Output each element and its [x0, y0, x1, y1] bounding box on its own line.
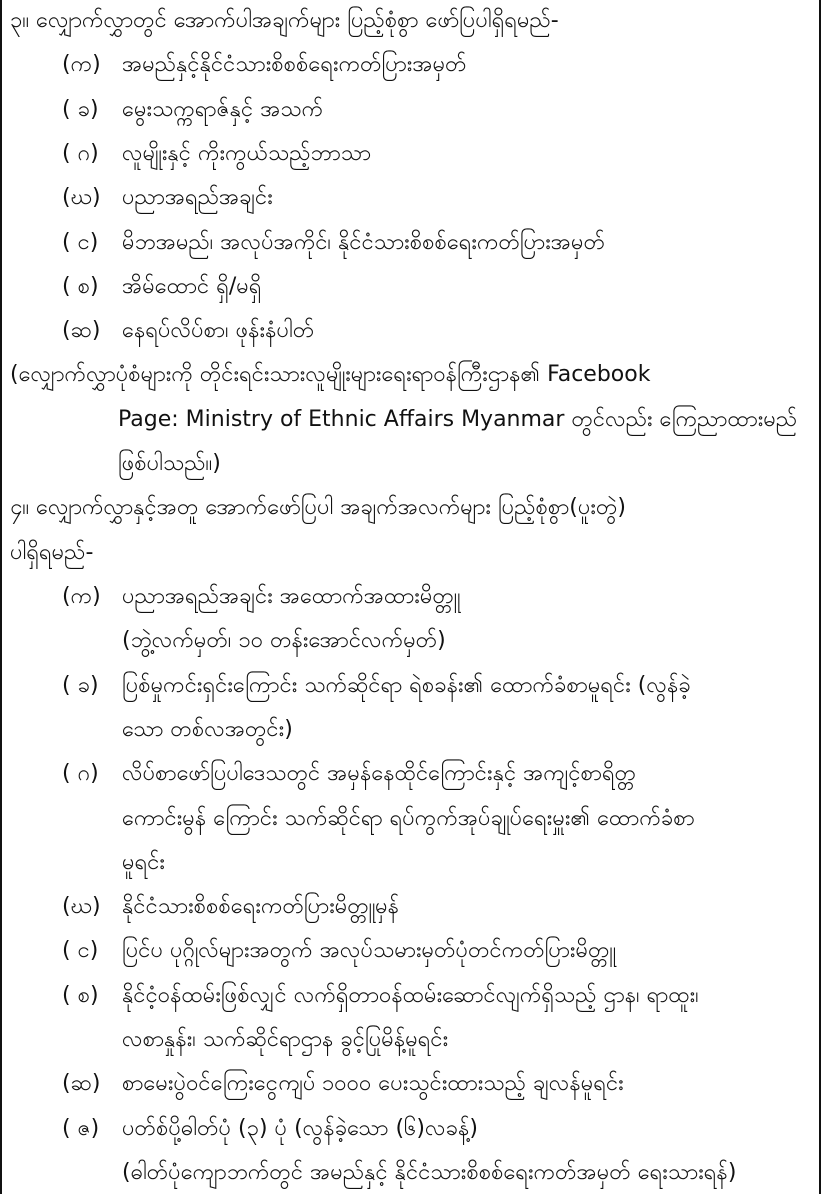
list-item [62, 936, 616, 966]
item-text: မိဘအမည်၊ အလုပ်အကိုင်၊ နိုင်ငံသားစိစစ်ရေးကတ်ပြားအမှတ် [122, 230, 605, 255]
item-marker: (ဃ) [62, 185, 101, 210]
item-continuation: မူရင်း [122, 850, 165, 875]
item-continuation: (ဘွဲ့လက်မှတ်၊ ၁၀ တန်းအောင်လက်မှတ်) [122, 628, 446, 653]
item-text: အမည်နှင့်နိုင်ငံသားစိစစ်ရေးကတ်ပြားအမှတ် [122, 52, 467, 77]
list-item [62, 95, 323, 125]
item-marker: ( ဂ) [62, 761, 99, 786]
item-marker: (ဆ) [62, 318, 101, 343]
item-marker: ( င) [62, 938, 99, 963]
item-text: နိုင်ငံ့ဝန်ထမ်းဖြစ်လျှင် လက်ရှိတာဝန်ထမ်းဆောင်လျက်ရှိသည့် ဌာန၊ ရာထူး၊ [122, 983, 699, 1008]
item-text: စာမေးပွဲဝင်ကြေးငွေကျပ် ၁၀၀၀ ပေးသွင်းထားသည့် ချလန်မူရင်း [122, 1071, 624, 1096]
item-text: အိမ်ထောင် ရှိ/မရှိ [122, 274, 262, 299]
item-marker: ( င) [62, 230, 99, 255]
item-text: လူမျိုးနှင့် ကိုးကွယ်သည့်ဘာသာ [122, 141, 372, 166]
list-item [62, 316, 314, 346]
item-marker: ( ဇ) [62, 1116, 100, 1141]
list-item [62, 183, 273, 213]
note-line: ဖြစ်ပါသည်။) [118, 451, 221, 476]
list-item [62, 582, 460, 612]
list-item [62, 1114, 478, 1144]
item-text: နိုင်ငံသားစိစစ်ရေးကတ်ပြားမိတ္တူမှန် [122, 894, 400, 919]
item-marker: ( စ) [62, 274, 99, 299]
note-line: Page: Ministry of Ethnic Affairs Myanmar တွင်လည်း ကြေညာထားမည် [118, 407, 798, 432]
item-text: မွေးသက္ကရာဇ်နှင့် အသက် [122, 97, 324, 122]
item-text: လိပ်စာဖော်ပြပါဒေသတွင် အမှန်နေထိုင်ကြောင်းနှင့် အကျင့်စာရိတ္တ [122, 761, 637, 786]
item-marker: (က) [62, 52, 101, 77]
item-marker: (ဃ) [62, 894, 101, 919]
list-item [62, 892, 399, 922]
item-marker: ( ဂ) [62, 141, 99, 166]
list-item [62, 139, 371, 169]
list-item [62, 272, 261, 302]
list-item [62, 228, 605, 258]
item-text: နေရပ်လိပ်စာ၊ ဖုန်းနံပါတ် [122, 318, 315, 343]
item-text: ပြစ်မှုကင်းရှင်းကြောင်း သက်ဆိုင်ရာ ရဲစခန်း၏ ထောက်ခံစာမူရင်း (လွန်ခဲ့ [122, 673, 691, 698]
item-text: ပြင်ပ ပုဂ္ဂိုလ်များအတွက် အလုပ်သမားမှတ်ပုံတင်ကတ်ပြားမိတ္တူ [122, 938, 616, 963]
item-marker: ( ခ) [62, 673, 99, 698]
item-text: ပတ်စ်ပို့ဓါတ်ပုံ (၃) ပုံ (လွန်ခဲ့သော (၆)လခန့်) [122, 1116, 478, 1141]
list-item [62, 981, 699, 1011]
item-continuation: လစာနှုန်း၊ သက်ဆိုင်ရာဌာန ခွင့်ပြုမိန့်မူရင်း [122, 1027, 449, 1052]
item-marker: ( ခ) [62, 97, 99, 122]
item-marker: ( စ) [62, 983, 99, 1008]
item-continuation: (ဓါတ်ပုံကျောဘက်တွင် အမည်နှင့် နိုင်ငံသားစိစစ်ရေးကတ်အမှတ် ရေးသားရန်) [122, 1160, 737, 1185]
item-marker: (ဆ) [62, 1071, 101, 1096]
item-text: ပညာအရည်အချင်း [122, 185, 273, 210]
list-item [62, 1069, 624, 1099]
item-continuation: သော တစ်လအတွင်း) [122, 717, 293, 742]
item-marker: (က) [62, 584, 101, 609]
section-4-heading: ၄။ လျှောက်လွှာနှင့်အတူ အောက်ဖော်ပြပါ အချက်အလက်များ ပြည့်စုံစွာ(ပူးတွဲ) [10, 495, 626, 520]
list-item [62, 50, 467, 80]
list-item [62, 759, 636, 789]
section-3-heading: ၃။ လျှောက်လွှာတွင် အောက်ပါအချက်များ ပြည့်စုံစွာ ဖော်ပြပါရှိရမည်- [10, 8, 559, 33]
list-item [62, 671, 691, 701]
item-text: ပညာအရည်အချင်း အထောက်အထားမိတ္တူ [122, 584, 461, 609]
item-continuation: ကောင်းမွန် ကြောင်း သက်ဆိုင်ရာ ရပ်ကွက်အုပ်ချုပ်ရေးမှူး၏ ထောက်ခံစာ [122, 806, 695, 831]
note-line: (လျှောက်လွှာပုံစံများကို တိုင်းရင်းသားလူမျိုးများရေးရာဝန်ကြီးဌာန၏ Facebook [10, 362, 651, 387]
section-4-heading: ပါရှိရမည်- [10, 540, 94, 565]
